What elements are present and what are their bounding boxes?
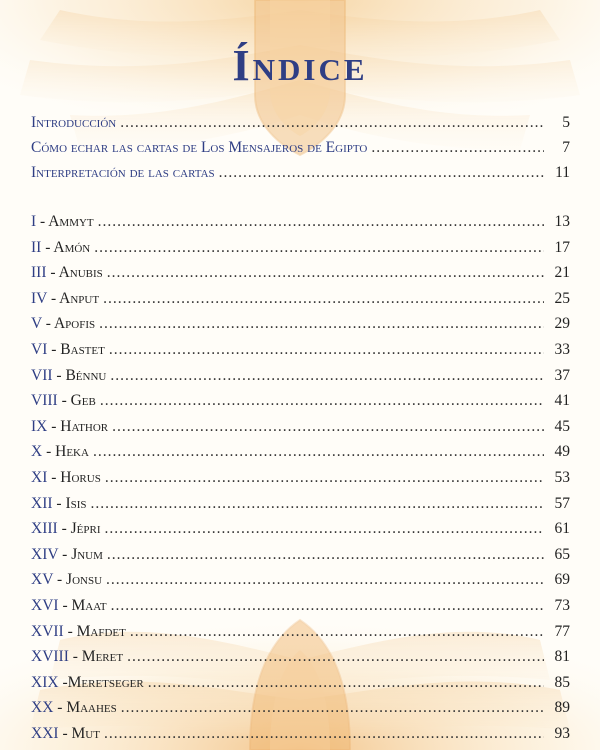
toc-entry-label: [31, 443, 89, 461]
roman-numeral: XIV: [31, 545, 59, 563]
leader-dots: [105, 469, 544, 487]
separator: -: [53, 571, 67, 589]
toc-entry-card[interactable]: [31, 418, 570, 442]
leader-dots: [111, 597, 544, 615]
card-name: Heka: [55, 443, 89, 461]
leader-dots: [99, 315, 544, 333]
toc-entry-card[interactable]: [31, 648, 570, 672]
card-name: Isis: [65, 494, 87, 512]
leader-dots: [121, 699, 544, 717]
separator: -: [52, 366, 66, 384]
card-name: Mut: [71, 725, 100, 742]
toc-entry-card[interactable]: [31, 341, 570, 365]
toc-entry-label: [31, 571, 102, 589]
toc-entry-label: [31, 418, 108, 436]
separator: -: [47, 289, 60, 307]
roman-numeral: XX: [31, 699, 54, 717]
separator: -: [42, 443, 56, 461]
page-number: 45: [554, 417, 570, 435]
separator: -: [58, 725, 72, 742]
card-name: Jonsu: [66, 571, 103, 589]
leader-dots: [94, 239, 544, 257]
card-name: Bénnu: [65, 366, 107, 384]
separator: -: [63, 622, 77, 640]
roman-numeral: XV: [31, 571, 54, 589]
toc-entry-card[interactable]: [31, 546, 570, 570]
card-name: Anput: [59, 289, 100, 307]
separator: -: [36, 213, 49, 230]
page-number: 5: [562, 114, 570, 131]
roman-numeral: XVI: [31, 597, 59, 614]
leader-dots: [107, 264, 544, 282]
toc-entry-card[interactable]: [31, 725, 570, 749]
toc-entry-label: Introducción: [31, 114, 117, 131]
leader-dots: [120, 114, 544, 132]
toc-entry-label: [31, 623, 126, 641]
toc-entry[interactable]: [31, 114, 570, 138]
toc-entry-label: [31, 341, 105, 359]
page-number: 85: [554, 673, 570, 691]
separator: -: [46, 264, 59, 282]
separator: -: [58, 597, 72, 614]
card-name: Mafdet: [76, 622, 126, 640]
separator: -: [58, 545, 72, 563]
page-number: 17: [554, 238, 570, 256]
roman-numeral: XII: [31, 494, 53, 512]
page-number: 41: [554, 392, 570, 410]
leader-dots: [127, 648, 544, 666]
page-number: 81: [554, 648, 570, 666]
toc-entry-card[interactable]: [31, 469, 570, 493]
toc-entry[interactable]: [31, 164, 570, 188]
toc-entry-card[interactable]: [31, 290, 570, 314]
page-title: Índice: [232, 41, 368, 90]
toc-entry[interactable]: [31, 139, 570, 163]
page-number: 7: [562, 139, 570, 156]
roman-numeral: IX: [31, 417, 48, 435]
page-number: 53: [554, 469, 570, 486]
card-name: Meret: [81, 648, 124, 666]
roman-numeral: V: [31, 315, 42, 333]
leader-dots: [104, 725, 544, 743]
toc-entry-label: [31, 495, 87, 513]
card-name: Hathor: [60, 417, 109, 435]
leader-dots: [100, 392, 544, 410]
roman-numeral: VI: [31, 341, 48, 358]
separator: -: [41, 238, 54, 256]
toc-entry-label: [31, 315, 95, 333]
roman-numeral: III: [31, 264, 47, 282]
toc-entry-label: [31, 264, 103, 282]
leader-dots: [148, 674, 544, 692]
roman-numeral: XXI: [31, 725, 59, 742]
card-name: Amón: [53, 238, 91, 256]
toc-entry-label: [31, 597, 107, 615]
toc-entry-label: [31, 674, 144, 692]
toc-entry-label: [31, 239, 90, 257]
toc-entry-label: Interpretación de las cartas: [31, 164, 215, 181]
separator: -: [47, 417, 61, 435]
leader-dots: [98, 213, 544, 231]
toc-entry-card[interactable]: [31, 315, 570, 339]
separator: -: [47, 469, 61, 486]
toc-entry-label: Cómo echar las cartas de Los Mensajeros de Egipto: [31, 139, 368, 156]
card-name: Anubis: [58, 264, 103, 282]
leader-dots: [104, 520, 544, 538]
leader-dots: [103, 290, 544, 308]
roman-numeral: II: [31, 238, 42, 256]
page-number: 11: [555, 164, 570, 181]
page-number: 33: [554, 341, 570, 358]
toc-entry-card[interactable]: [31, 392, 570, 416]
toc-entry-card[interactable]: [31, 443, 570, 467]
toc-entry-card[interactable]: [31, 699, 570, 723]
leader-dots: [130, 623, 544, 641]
separator: -: [53, 699, 67, 717]
card-name: Maat: [71, 597, 107, 614]
separator: -: [58, 673, 68, 691]
leader-dots: [106, 571, 544, 589]
page-number: 73: [554, 597, 570, 614]
roman-numeral: XIX: [31, 673, 59, 691]
leader-dots: [110, 367, 544, 385]
toc-entry-label: [31, 520, 100, 538]
toc-entry-card[interactable]: [31, 571, 570, 595]
card-name: Meretseger: [67, 673, 144, 691]
leader-dots: [93, 443, 544, 461]
roman-numeral: XI: [31, 469, 48, 486]
card-name: Geb: [70, 392, 96, 410]
roman-numeral: XVIII: [31, 648, 69, 666]
page-number: 89: [554, 699, 570, 717]
roman-numeral: XVII: [31, 622, 64, 640]
toc-entry-card[interactable]: [31, 520, 570, 544]
separator: -: [68, 648, 82, 666]
leader-dots: [371, 139, 544, 157]
toc-entry-card[interactable]: [31, 264, 570, 288]
leader-dots: [91, 495, 544, 513]
separator: -: [57, 520, 71, 538]
toc-entry-label: [31, 469, 101, 487]
toc-entry-card[interactable]: [31, 597, 570, 621]
page-number: 37: [554, 366, 570, 384]
toc-entry-card[interactable]: [31, 623, 570, 647]
toc-entry-label: [31, 725, 100, 743]
leader-dots: [109, 341, 544, 359]
page-number: 65: [554, 545, 570, 563]
roman-numeral: XIII: [31, 520, 58, 538]
page-number: 93: [554, 725, 570, 742]
leader-dots: [112, 418, 544, 436]
toc-entry-card[interactable]: [31, 213, 570, 237]
page-number: 21: [554, 264, 570, 282]
card-name: Ammyt: [48, 213, 94, 230]
toc-entry-label: [31, 392, 96, 410]
toc-entry-card[interactable]: [31, 495, 570, 519]
card-name: Jnum: [71, 545, 103, 563]
toc-entry-label: [31, 699, 117, 717]
roman-numeral: IV: [31, 289, 48, 307]
roman-numeral: X: [31, 443, 43, 461]
separator: -: [47, 341, 61, 358]
separator: -: [52, 494, 66, 512]
toc-entry-card[interactable]: [31, 239, 570, 263]
toc-entry-label: [31, 648, 123, 666]
toc-entry-card[interactable]: [31, 674, 570, 698]
toc-entry-label: [31, 290, 99, 308]
toc-entry-label: [31, 546, 103, 564]
separator: -: [57, 392, 71, 410]
page-number: 29: [554, 315, 570, 333]
roman-numeral: I: [31, 213, 37, 230]
roman-numeral: VIII: [31, 392, 58, 410]
page-number: 25: [554, 289, 570, 307]
separator: -: [41, 315, 54, 333]
card-name: Apofis: [53, 315, 96, 333]
card-name: Jépri: [70, 520, 101, 538]
page-number: 49: [554, 443, 570, 461]
page-number: 61: [554, 520, 570, 538]
roman-numeral: VII: [31, 366, 53, 384]
card-name: Horus: [60, 469, 101, 486]
page-number: 77: [554, 622, 570, 640]
card-name: Maahes: [66, 699, 117, 717]
toc-entry-label: [31, 213, 94, 231]
page-number: 57: [554, 494, 570, 512]
leader-dots: [107, 546, 544, 564]
leader-dots: [219, 164, 544, 182]
toc-entry-card[interactable]: [31, 367, 570, 391]
card-name: Bastet: [60, 341, 105, 358]
page-number: 69: [554, 571, 570, 589]
toc-entry-label: [31, 367, 106, 385]
page-number: 13: [554, 213, 570, 230]
